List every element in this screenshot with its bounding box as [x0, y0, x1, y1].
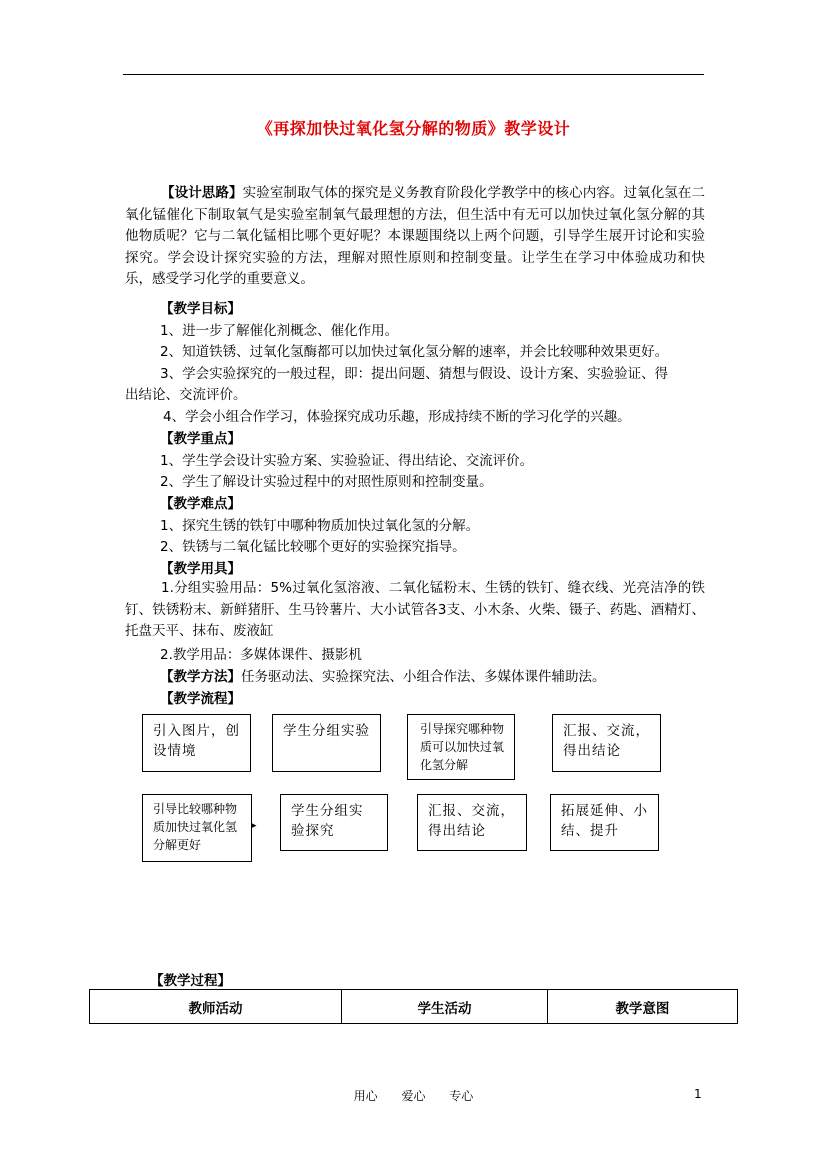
design-idea-paragraph — [125, 183, 705, 291]
goal-item: 2、知道铁锈、过氧化氢酶都可以加快过氧化氢分解的速率，并会比较哪种效果更好。 — [160, 344, 669, 360]
header-rule — [123, 74, 704, 75]
difficulty-item: 1、探究生锈的铁钉中哪种物质加快过氧化氢的分解。 — [160, 518, 480, 534]
goal-item: 1、进一步了解催化剂概念、催化作用。 — [160, 323, 399, 339]
flow-step-6: 学生分组实验探究 — [280, 794, 388, 851]
flow-step-8: 拓展延伸、小结、提升 — [550, 794, 659, 851]
key-points-heading: 【教学重点】 — [160, 431, 241, 447]
materials-item-2: 2.教学用品：多媒体课件、摄影机 — [160, 647, 362, 663]
column-header-student: 学生活动 — [342, 990, 548, 1024]
flow-step-1: 引入图片，创设情境 — [142, 714, 251, 772]
flow-step-3: 引导探究哪种物质可以加快过氧化氢分解 — [407, 714, 515, 780]
difficulties-heading: 【教学难点】 — [160, 496, 241, 512]
goal-item: 4、学会小组合作学习，体验探究成功乐趣，形成持续不断的学习化学的兴趣。 — [163, 409, 631, 425]
process-heading: 【教学过程】 — [150, 973, 231, 989]
difficulty-item: 2、铁锈与二氧化锰比较哪个更好的实验探究指导。 — [160, 539, 466, 555]
process-table — [89, 989, 738, 1024]
document-title: 《再探加快过氧化氢分解的物质》教学设计 — [256, 119, 571, 138]
flow-step-5: 引导比较哪种物质加快过氧化氢分解更好 — [142, 794, 252, 862]
table-header-row — [90, 990, 738, 1024]
goal-item-continued: 出结论、交流评价。 — [125, 387, 247, 403]
flow-heading: 【教学流程】 — [160, 691, 241, 707]
design-idea-text: 实验室制取气体的探究是义务教育阶段化学教学中的核心内容。过氧化氢在二氧化锰催化下制取氧气是实验室制氧气最理想的方法，但生活中有无可以加快过氧化氢分解的其他物质呢？它与二氧化锰相比哪个更好呢？本课题围绕以上两个问题，引导学生展开讨论和实验探究。学会设计探究实验的方法，理解对照性原则和控制变量。让学生在学习中体验成功和快乐，感受学习化学的重要意义。 — [125, 185, 706, 287]
key-point-item: 2、学生了解设计实验过程中的对照性原则和控制变量。 — [160, 474, 493, 490]
methods-label: 【教学方法】 — [160, 669, 241, 685]
design-idea-label: 【设计思路】 — [161, 185, 243, 201]
flow-step-7: 汇报、交流，得出结论 — [417, 794, 527, 851]
methods-line — [160, 665, 750, 685]
flow-step-4: 汇报、交流，得出结论 — [552, 714, 661, 772]
materials-heading: 【教学用具】 — [160, 561, 241, 577]
column-header-teacher: 教师活动 — [90, 990, 342, 1024]
goals-heading: 【教学目标】 — [160, 301, 241, 317]
goal-item: 3、学会实验探究的一般过程，即：提出问题、猜想与假设、设计方案、实验验证、得 — [160, 366, 669, 382]
flow-step-2: 学生分组实验 — [272, 714, 381, 772]
page-number: 1 — [694, 1087, 702, 1101]
footer-motto: 用心 爱心 专心 — [353, 1089, 474, 1103]
key-point-item: 1、学生学会设计实验方案、实验验证、得出结论、交流评价。 — [160, 453, 534, 469]
materials-item-1: 1.分组实验用品：5%过氧化氢溶液、二氧化锰粉末、生锈的铁钉、缝衣线、光亮洁净的铁钉、铁锈粉末、新鲜猪肝、生马铃薯片、大小试管各3支、小木条、火柴、镊子、药匙、酒精灯、托盘天平、抹布、废液缸 — [125, 580, 705, 639]
column-header-intent: 教学意图 — [547, 990, 737, 1024]
methods-text: 任务驱动法、实验探究法、小组合作法、多媒体课件辅助法。 — [241, 669, 606, 685]
flow-arrow-icon: ▸ — [252, 821, 257, 831]
